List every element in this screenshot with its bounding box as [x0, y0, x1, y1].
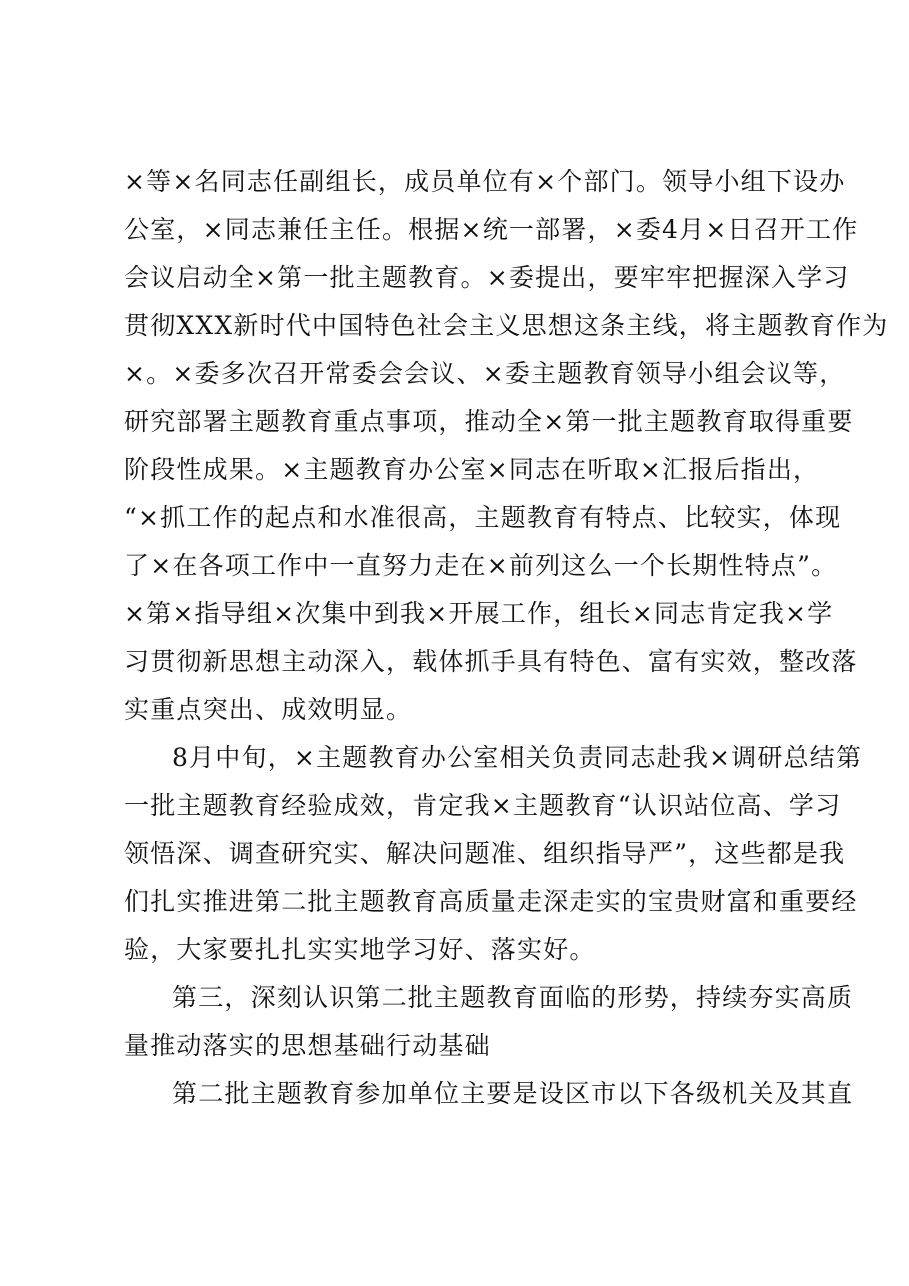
- section-heading-line: 量推动落实的思想基础行动基础: [124, 1031, 491, 1060]
- text-line: 贯彻XXX新时代中国特色社会主义思想这条主线，将主题教育作为: [124, 311, 889, 340]
- text-line: 验，大家要扎扎实实地学习好、落实好。: [124, 935, 596, 964]
- text-line: ×等×名同志任副组长，成员单位有×个部门。领导小组下设办: [124, 167, 846, 196]
- text-line: 了×在各项工作中一直努力走在×前列这么一个长期性特点”。: [124, 551, 838, 580]
- text-line: ×第×指导组×次集中到我×开展工作，组长×同志肯定我×学: [124, 599, 834, 628]
- text-line: 研究部署主题教育重点事项，推动全×第一批主题教育取得重要: [124, 407, 854, 436]
- text-line: 一批主题教育经验成效，肯定我×主题教育“认识站位高、学习: [124, 791, 842, 820]
- text-line: “×抓工作的起点和水准很高，主题教育有特点、比较实，体现: [124, 503, 842, 532]
- text-line: 公室，×同志兼任主任。根据×统一部署，×委4月×日召开工作: [124, 215, 859, 244]
- text-line: 实重点突出、成效明显。: [124, 695, 413, 724]
- paragraph-first-line: 8月中旬，×主题教育办公室相关负责同志赴我×调研总结第: [172, 743, 863, 772]
- section-heading-line: 第三，深刻认识第二批主题教育面临的形势，持续夯实高质: [172, 983, 854, 1012]
- text-line: 会议启动全×第一批主题教育。×委提出，要牢牢把握深入学习: [124, 263, 850, 292]
- text-line: 领悟深、调查研究实、解决问题准、组织指导严”，这些都是我: [124, 839, 846, 868]
- text-line: 们扎实推进第二批主题教育高质量走深走实的宝贵财富和重要经: [124, 887, 858, 916]
- text-line: ×。×委多次召开常委会会议、×委主题教育领导小组会议等，: [124, 359, 846, 388]
- paragraph-first-line: 第二批主题教育参加单位主要是设区市以下各级机关及其直: [172, 1079, 854, 1108]
- text-line: 阶段性成果。×主题教育办公室×同志在听取×汇报后指出，: [124, 455, 820, 484]
- text-line: 习贯彻新思想主动深入，载体抓手具有特色、富有实效，整改落: [124, 647, 858, 676]
